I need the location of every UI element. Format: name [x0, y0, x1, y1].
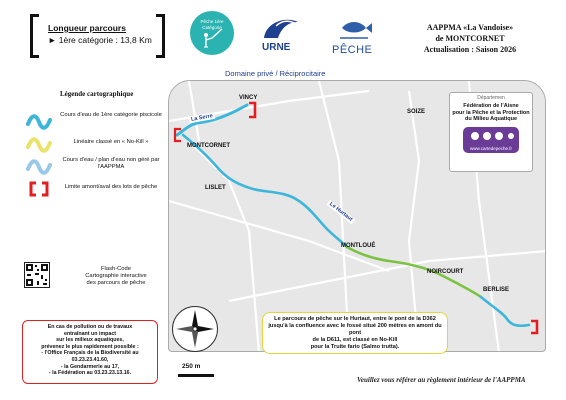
peche-fish-icon [330, 14, 378, 44]
aappma-commune: de MONTCORNET [435, 34, 505, 43]
pollution-line: sur les milieux aquatiques, [56, 337, 124, 344]
parcours-box [30, 14, 165, 58]
river-hurtaut-downstream [481, 297, 529, 326]
bracket-left [30, 14, 39, 58]
flash-code-qr[interactable] [24, 262, 50, 288]
federation-box [449, 92, 533, 172]
domaine-label: Domaine privé / Réciprocitaire [225, 69, 326, 78]
legend-item-unmanaged [20, 157, 165, 179]
flash-line1: Flash-Code [101, 266, 131, 272]
info-line1: Le parcours de pêche sur le Hurtaut, entre le pont de la D362 [274, 316, 436, 322]
footer-note: Veuillez vous référer au règlement intérieur de l'AAPPMA [357, 376, 526, 384]
pollution-line: entraînant un impact [63, 330, 117, 337]
nokill-info-box [262, 312, 448, 354]
pollution-line: prévenez le plus rapidement possible : [41, 343, 139, 350]
pollution-line: - la Fédération au 03.23.23.13.16. [48, 370, 132, 377]
place-berlise: BERLISE [483, 287, 510, 293]
federation-name-line3: du Milieu Aquatique [464, 116, 518, 122]
aappma-saison: Actualisation : Saison 2026 [423, 45, 517, 54]
unmanaged-wave-icon [26, 157, 52, 177]
limit-marker-upstream [249, 103, 255, 117]
legend-title: Légende cartographique [60, 90, 134, 98]
logo-peche1-line1: Pêche 1ère [200, 19, 224, 24]
river-label-serre: La Serre [190, 113, 214, 123]
legend-unmanaged-label: Cours d'eau / plan d'eau non géré par l'AAPPMA [62, 157, 160, 170]
parcours-category: ► 1ère catégorie : 13,8 Km [48, 35, 152, 45]
place-soize: SOIZE [407, 109, 426, 115]
info-line4: pour la Truite fario (Salmo trutta). [310, 344, 400, 350]
federation-departement: Départemen [477, 95, 505, 101]
peche-label: PÊCHE [332, 44, 373, 56]
nokill-wave-icon [26, 135, 52, 155]
legend-item-nokill [20, 135, 165, 157]
urne-fish-icon [256, 12, 304, 42]
river-serre [177, 105, 247, 135]
fisherman-icon [190, 11, 234, 55]
flash-line3: des parcours de pêche [86, 280, 146, 286]
legend-item-limit [20, 180, 165, 202]
legend-river-label: Cours d'eau de 1ère catégorie piscicole [60, 112, 162, 118]
federation-name-line2: pour la Pêche et la Protection [452, 109, 530, 116]
parcours-title: Longueur parcours [48, 23, 126, 33]
cartedepeche-icons [463, 127, 519, 143]
peche-logo [330, 14, 378, 58]
legend-limit-label: Limite amont/aval des lots de pêche [64, 184, 158, 190]
urne-label: URNE [262, 42, 291, 53]
pollution-line: - l'Office Français de la Biodiversité au 03.23.23.41.60, [41, 350, 139, 363]
limit-bracket-icon [26, 180, 52, 200]
urne-logo [256, 12, 304, 56]
river-label-hurtaut: Le Hurtaut [328, 201, 354, 223]
flash-code-text [66, 266, 166, 287]
aappma-name: AAPPMA «La Vandoise» [426, 23, 514, 32]
pollution-line: - la Gendarmerie au 17, [60, 363, 120, 370]
compass-rose [172, 306, 218, 352]
river-hurtaut [183, 135, 347, 247]
flash-line2: Cartographie interactive [85, 273, 147, 279]
legend-item-river [20, 112, 165, 134]
cartedepeche-url: www.cartedepeche.fr [469, 145, 513, 151]
bracket-right [156, 14, 165, 58]
qr-code-icon [25, 263, 49, 287]
logo-peche1-line2: Catégorie [202, 25, 222, 30]
peche-1ere-categorie-logo [190, 11, 234, 55]
place-lislet: LISLET [205, 185, 226, 191]
place-montcornet: MONTCORNET [187, 143, 230, 149]
limit-marker-downstream [531, 321, 537, 333]
place-montloue: MONTLOUÉ [341, 243, 376, 249]
aappma-header [405, 22, 535, 55]
scale-label: 250 m [182, 363, 201, 370]
pollution-warning-box [22, 320, 158, 384]
pollution-line: En cas de pollution ou de travaux [47, 324, 133, 330]
legend-nokill-label: Linéaire classé en « No-Kill » [73, 139, 149, 145]
info-line3: de la D611, est classé en No-Kill [312, 337, 398, 343]
federation-name-line1: Fédération de l'Aisne [463, 103, 519, 109]
compass-icon [173, 307, 217, 351]
river-wave-icon [26, 112, 52, 132]
place-noircourt: NOIRCOURT [427, 269, 464, 275]
scale-bar [178, 374, 214, 377]
federation-name [450, 103, 532, 123]
info-line2: jusqu'à la confluence avec le fossé situé 200 mètres en amont du pont [268, 323, 442, 336]
cartedepeche-logo[interactable] [463, 127, 519, 153]
place-vincy: VINCY [239, 95, 258, 101]
